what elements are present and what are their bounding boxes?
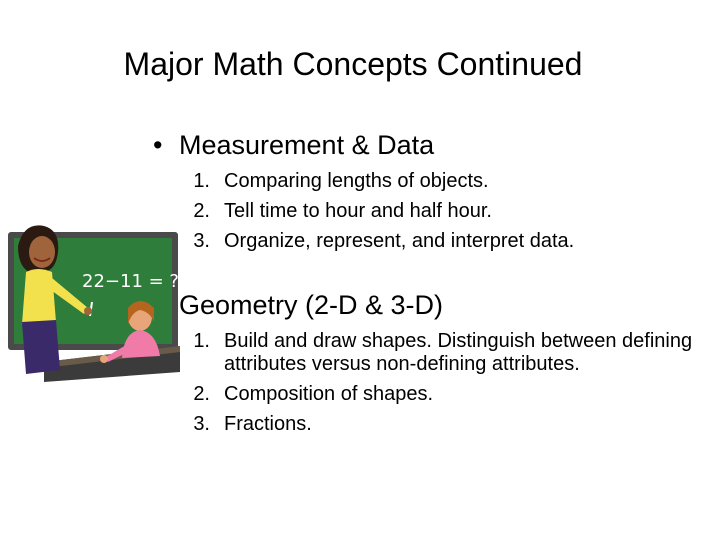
measurement-list [176,170,696,260]
list-number: 2. [193,383,210,405]
list-item [176,230,696,253]
list-item [176,413,696,436]
section-heading-measurement [153,129,434,161]
list-item [176,330,696,376]
list-text: Organize, represent, and interpret data. [224,230,575,252]
list-number: 1. [193,170,210,192]
list-number: 3. [193,230,210,252]
list-text: Fractions. [224,413,312,435]
teacher-hand [84,307,92,315]
list-text: Comparing lengths of objects. [224,170,489,192]
list-item [176,200,696,223]
teacher-skirt [22,320,60,374]
list-item [176,170,696,193]
section-heading-geometry [153,289,443,321]
list-number: 2. [193,200,210,222]
teacher-face [29,236,55,268]
bullet-icon: • [153,130,163,160]
geometry-list [176,330,696,443]
list-text: Build and draw shapes. Distinguish between defining attributes versus non-defining attributes. [224,330,693,375]
teacher-at-chalkboard-icon [4,212,180,382]
list-text: Tell time to hour and half hour. [224,200,492,222]
slide-title: Major Math Concepts Continued [123,46,583,82]
list-number: 3. [193,413,210,435]
section-heading-label: Measurement & Data [179,130,435,160]
board-equation: 22−11 = ? [82,271,179,292]
student-hand [100,355,108,363]
section-heading-label: Geometry (2-D & 3-D) [179,290,444,320]
teacher-shirt [22,269,56,324]
list-item [176,383,696,406]
list-text: Composition of shapes. [224,383,434,405]
list-number: 1. [193,330,210,352]
